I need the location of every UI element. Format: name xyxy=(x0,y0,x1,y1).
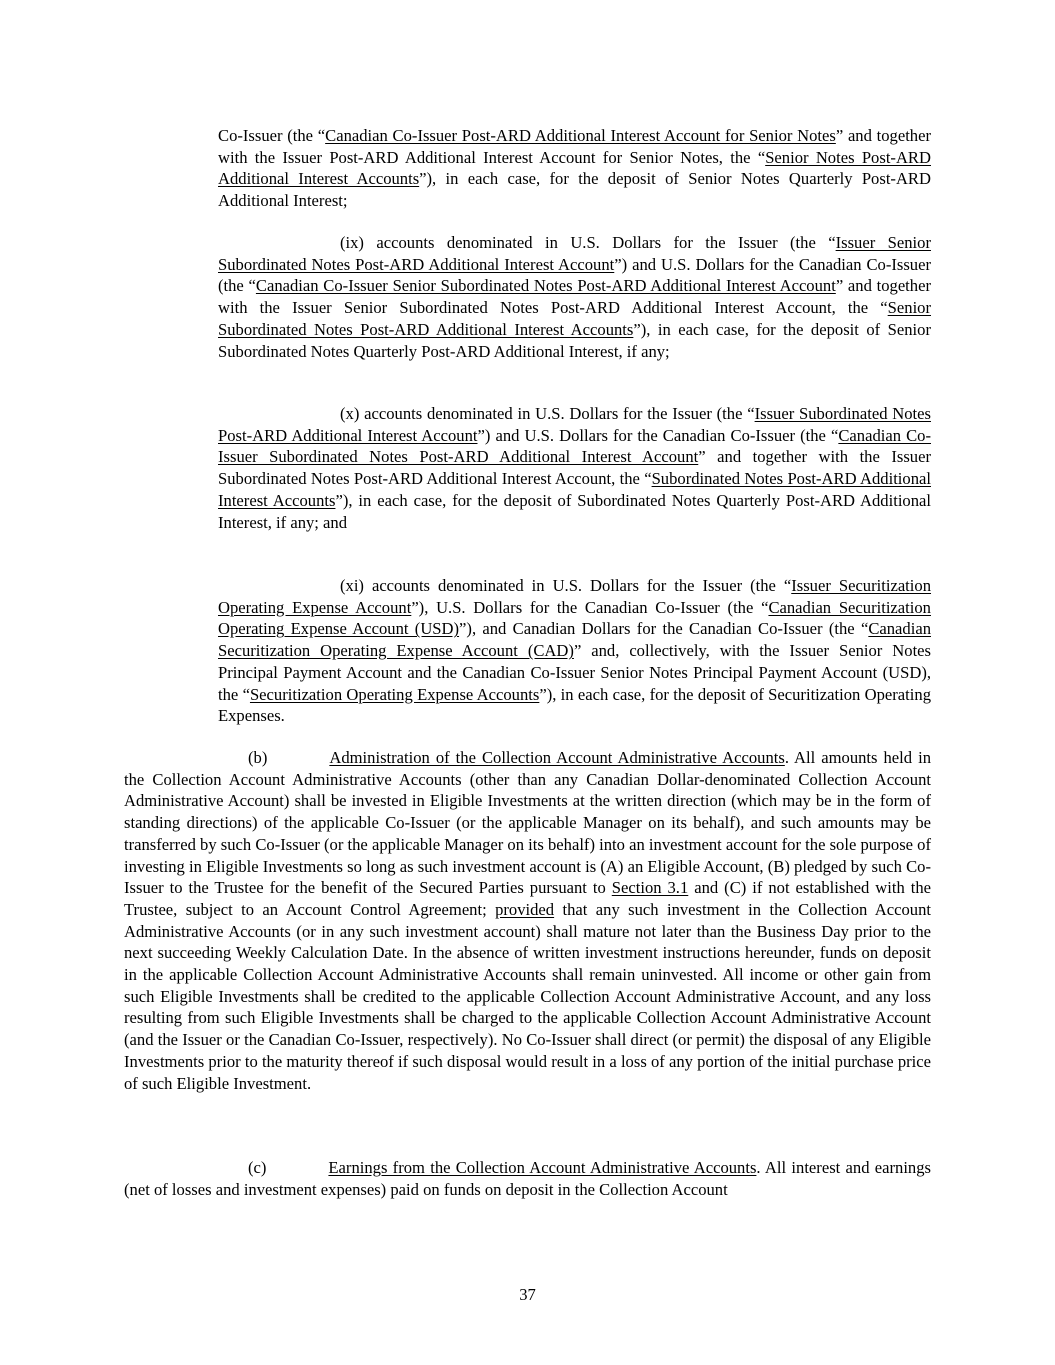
paragraph-x xyxy=(218,403,931,533)
defined-term: Canadian Co-Issuer Post-ARD Additional Interest Account for Senior Notes xyxy=(325,126,836,145)
text-run: ”), in each case, for the deposit of Senior Subordinated Notes Quarterly Post-ARD Additional Interest, if any; xyxy=(218,319,931,361)
text-run: . All amounts held in the Collection Account Administrative Accounts (other than any Canadian Dollar-denominated Collection Account Administrative Account) shall be invested in Eligible Investments at the written direction (which may be in the form of standing directions) of the applicable Co-Issuer (or the applicable Manager on its behalf), and such amounts may be transferred by such Co-Issuer (or the applicable Manager on its behalf) into an investment account for the sole purpose of investing in Eligible Investments so long as such investment account is (A) an Eligible Account, (B) pledged by such Co-Issuer to the Trustee for the benefit of the Secured Parties pursuant to xyxy=(124,748,931,898)
item-label: (ix) xyxy=(340,233,364,252)
text-run: ”), and Canadian Dollars for the Canadian Co-Issuer (the “ xyxy=(459,619,869,639)
text-run: ”), in each case, for the deposit of Subordinated Notes Quarterly Post-ARD Additional Interest, if any; and xyxy=(218,490,931,532)
section-heading: Administration of the Collection Account Administrative Accounts xyxy=(329,748,785,767)
defined-term: Issuer Subordinated Notes Post-ARD Additional Interest Account xyxy=(218,404,931,445)
text-run: accounts denominated in U.S. Dollars for the Issuer (the “ xyxy=(376,233,836,252)
text-run: ”), U.S. Dollars for the Canadian Co-Issuer (the “ xyxy=(411,597,769,617)
proviso-term: provided xyxy=(495,899,555,919)
defined-term: Canadian Securitization Operating Expense Account (CAD) xyxy=(218,619,931,661)
defined-term: Subordinated Notes Post-ARD Additional Interest Accounts xyxy=(218,469,931,510)
text-run: ” and together with the Issuer Post-ARD Additional Interest Account for Senior Notes, the “ xyxy=(218,126,931,167)
text-run: ”), in each case, for the deposit of Securitization Operating Expenses. xyxy=(218,684,931,726)
defined-term: Securitization Operating Expense Accounts xyxy=(249,684,540,704)
item-label: (xi) xyxy=(340,576,364,595)
defined-term: Canadian Securitization Operating Expense Account (USD) xyxy=(218,597,931,639)
section-heading: Earnings from the Collection Account Administrative Accounts xyxy=(328,1158,757,1177)
defined-term: Issuer Securitization Operating Expense Account xyxy=(218,576,932,617)
defined-term: Senior Notes Post-ARD Additional Interest Accounts xyxy=(218,147,931,189)
text-run: ” and together with the Issuer Subordinated Notes Post-ARD Additional Interest Account, the “ xyxy=(218,447,931,489)
text-run: ”) and U.S. Dollars for the Canadian Co-Issuer (the “ xyxy=(218,254,931,296)
text-run: ”) and U.S. Dollars for the Canadian Co-Issuer (the “ xyxy=(477,425,839,445)
text-run: accounts denominated in U.S. Dollars for the Issuer (the “ xyxy=(364,404,755,423)
text-run: . All interest and earnings (net of losses and investment expenses) paid on funds on deposit in the Collection Account xyxy=(124,1158,931,1199)
text-run: ” and, collectively, with the Issuer Senior Notes Principal Payment Account and the Canadian Co-Issuer Senior Notes Principal Payment Account (USD), the “ xyxy=(218,641,931,704)
item-label: (b) xyxy=(248,748,268,767)
paragraph-continuation xyxy=(218,125,931,212)
item-label: (c) xyxy=(248,1158,267,1177)
paragraph-ix xyxy=(218,232,931,362)
defined-term: Senior Subordinated Notes Post-ARD Additional Interest Accounts xyxy=(218,298,931,339)
text-run: ”), in each case, for the deposit of Senior Notes Quarterly Post-ARD Additional Interest; xyxy=(218,169,931,211)
defined-term: Canadian Co-Issuer Subordinated Notes Post-ARD Additional Interest Account xyxy=(218,425,931,467)
section-reference: Section 3.1 xyxy=(611,878,689,898)
paragraph-b xyxy=(124,747,931,1094)
item-label: (x) xyxy=(340,404,360,423)
text-run: and (C) if not established with the Trustee, subject to an Account Control Agreement; xyxy=(124,878,931,919)
defined-term: Issuer Senior Subordinated Notes Post-ARD Additional Interest Account xyxy=(218,233,931,274)
text-run: accounts denominated in U.S. Dollars for the Issuer (the “ xyxy=(371,576,792,595)
text-run: Co-Issuer (the “ xyxy=(218,126,326,145)
paragraph-xi xyxy=(218,575,931,727)
page-number: 37 xyxy=(519,1285,536,1304)
text-run: ” and together with the Issuer Senior Subordinated Notes Post-ARD Additional Interest Account, the “ xyxy=(218,276,931,318)
defined-term: Canadian Co-Issuer Senior Subordinated Notes Post-ARD Additional Interest Account xyxy=(255,276,836,296)
text-run: that any such investment in the Collection Account Administrative Accounts (or in any such investment account) shall mature not later than the Business Day prior to the next succeeding Weekly Calculation Date. In the absence of written investment instructions hereunder, funds on deposit in the applicable Collection Account Administrative Accounts shall remain uninvested. All income or other gain from such Eligible Investments shall be credited to the applicable Collection Account Administrative Account, and any loss resulting from such Eligible Investments shall be charged to the applicable Collection Account Administrative Account (and the Issuer or the Canadian Co-Issuer, respectively). No Co-Issuer shall direct (or permit) the disposal of any Eligible Investments prior to the maturity thereof if such disposal would result in a loss of any portion of the initial purchase price of such Eligible Investment. xyxy=(124,899,931,1093)
paragraph-c xyxy=(124,1157,931,1200)
